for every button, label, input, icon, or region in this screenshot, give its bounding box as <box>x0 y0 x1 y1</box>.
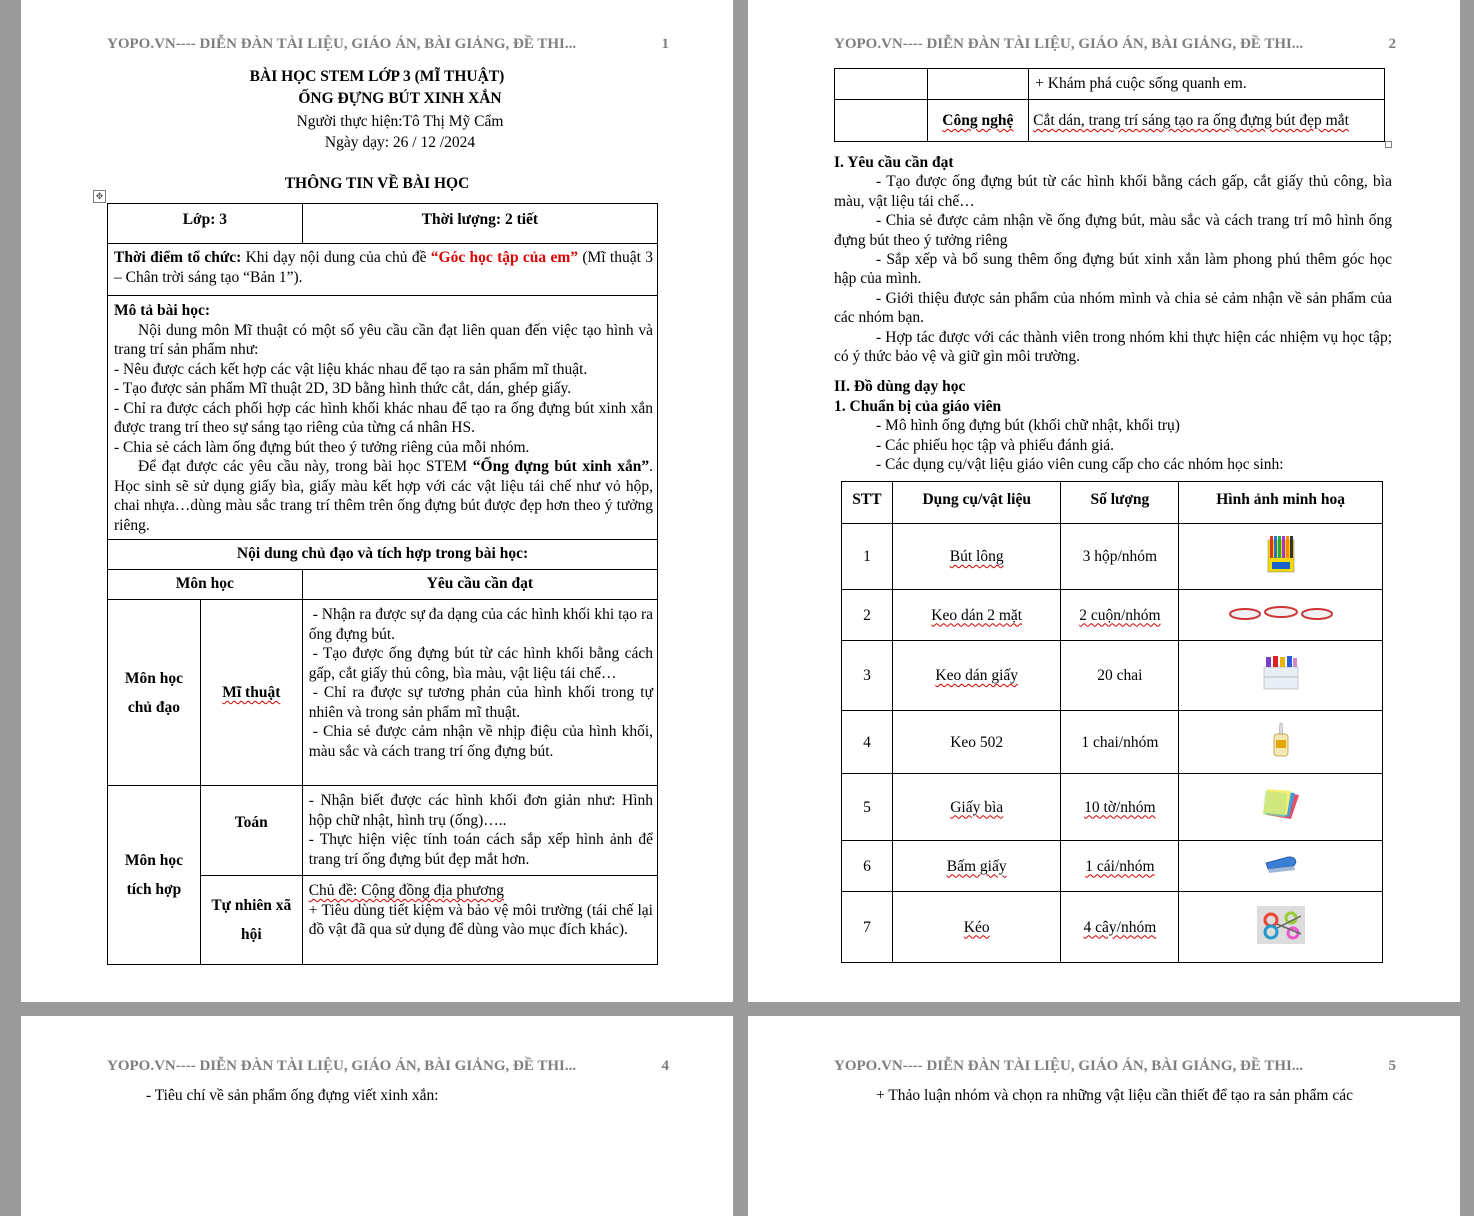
page-header <box>834 1058 1396 1080</box>
glue-bottles-icon <box>1261 653 1301 693</box>
header-title: YOPO.VN---- DIỄN ĐÀN TÀI LIỆU, GIÁO ÁN, BÀI GIẢNG, ĐỀ THI... <box>107 36 577 52</box>
card-paper-icon <box>1261 787 1301 823</box>
header-title: YOPO.VN---- DIỄN ĐÀN TÀI LIỆU, GIÁO ÁN, BÀI GIẢNG, ĐỀ THI... <box>107 1058 577 1074</box>
page-header <box>834 36 1396 58</box>
page-number: 2 <box>1388 36 1396 52</box>
tech-requirement-cell: Cắt dán, trang trí sáng tạo ra ống đựng bút đẹp mắt <box>1029 100 1385 142</box>
col-quantity: Số lượng <box>1061 482 1179 524</box>
class-cell: Lớp: 3 <box>108 204 303 244</box>
author: Người thực hiện:Tô Thị Mỹ Cẩm <box>296 113 504 130</box>
page-number: 5 <box>1388 1058 1396 1074</box>
glue-502-icon <box>1271 722 1291 758</box>
page-2 <box>748 0 1460 1002</box>
page-header <box>107 1058 669 1080</box>
markers-icon <box>1266 534 1296 574</box>
header-title: YOPO.VN---- DIỄN ĐÀN TÀI LIỆU, GIÁO ÁN, BÀI GIẢNG, ĐỀ THI... <box>834 1058 1304 1074</box>
table-move-handle[interactable]: ✥ <box>93 190 106 203</box>
math-requirements-cell: - Nhận biết được các hình khối đơn giản như: Hình hộp chữ nhật, hình trụ (ống)….. - Thực hiện việc tính toán cách sắp xếp hình ảnh để trang trí ống đựng bút đẹp mắt hơn. <box>302 786 657 876</box>
explore-life-cell: + Khám phá cuộc sống quanh em. <box>1029 69 1385 100</box>
materials-table <box>841 481 1383 963</box>
page-header <box>107 36 669 58</box>
integrated-subject-cell: Môn học tích hợp <box>108 786 201 965</box>
integration-title: Nội dung chủ đạo và tích hợp trong bài học: <box>108 540 658 570</box>
lesson-title: BÀI HỌC STEM LỚP 3 (MĨ THUẬT) <box>249 68 505 85</box>
page-number: 4 <box>661 1058 669 1074</box>
math-subject-cell: Toán <box>200 786 302 876</box>
col-requirement: Yêu cầu cần đạt <box>302 570 657 600</box>
col-stt: STT <box>842 482 893 524</box>
table-resize-handle[interactable] <box>1385 141 1392 148</box>
table-row: 3 Keo dán giấy 20 chai <box>842 641 1383 711</box>
page-5 <box>748 1016 1460 1216</box>
scissors-icon <box>1257 906 1305 944</box>
table-row: 6 Bấm giấy 1 cái/nhóm <box>842 841 1383 892</box>
header-title: YOPO.VN---- DIỄN ĐÀN TÀI LIỆU, GIÁO ÁN, BÀI GIẢNG, ĐỀ THI... <box>834 36 1304 52</box>
col-material: Dụng cụ/vật liệu <box>892 482 1061 524</box>
nature-requirements-cell: Chủ đề: Cộng đồng địa phương + Tiêu dùng tiết kiệm và bảo vệ môi trường (tái chế lại đồ vật đã qua sử dụng để dùng vào mục đích khác). <box>302 876 657 965</box>
nature-subject-cell: Tự nhiên xã hội <box>200 876 302 965</box>
page-1 <box>21 0 733 1002</box>
lesson-info-table <box>107 203 658 965</box>
lesson-subtitle: ỐNG ĐỰNG BÚT XINH XẮN <box>298 90 502 107</box>
table-row: 7 Kéo 4 cây/nhóm <box>842 892 1383 963</box>
table-row: 2 Keo dán 2 mặt 2 cuộn/nhóm <box>842 590 1383 641</box>
time-cell: Thời điểm tổ chức: Khi dạy nội dung của chủ đề “Góc học tập của em” (Mĩ thuật 3 – Chân trời sáng tạo “Bản 1”). <box>108 244 658 296</box>
section-title: THÔNG TIN VỀ BÀI HỌC <box>284 175 470 192</box>
tape-icon <box>1229 605 1333 621</box>
description-cell: Mô tả bài học: Nội dung môn Mĩ thuật có một số yêu cầu cần đạt liên quan đến việc tạo hình và trang trí sản phẩm như: - Nêu được cách kết hợp các vật liệu khác nhau để tạo ra sản phẩm mĩ thuật. - Tạo được sản phẩm Mĩ thuật 2D, 3D bằng hình thức cắt, dán, ghép giấy. - Chỉ ra được cách phối hợp các hình khối khác nhau để tạo ra ống đựng bút xinh xắn được trang trí theo sự sáng tạo riêng của từng cá nhân HS. - Chia sẻ cách làm ống đựng bút theo ý tưởng riêng của mỗi nhóm. Để đạt được các yêu cầu này, trong bài học STEM “Ống đựng bút xinh xắn”. Học sinh sẽ sử dụng giấy bìa, giấy màu kết hợp với các vật liệu tái chế như vỏ hộp, chai nhựa…dùng màu sắc trang trí thêm trên ống đựng bút được đẹp hơn theo ý tưởng riêng. <box>108 296 658 540</box>
duration-cell: Thời lượng: 2 tiết <box>302 204 657 244</box>
art-subject-cell: Mĩ thuật <box>200 600 302 786</box>
requirements-section: I. Yêu cầu cần đạt - Tạo được ống đựng bút từ các hình khối bằng cách gấp, cắt giấy thủ công, bìa màu, vật liệu tái chế… - Chia sẻ được cảm nhận về ống đựng bút, màu sắc và cách trang trí mô hình ống đựng bút theo ý tưởng riêng - Sắp xếp và bổ sung thêm ống đựng bút xinh xắn làm phong phú thêm góc học hập của mình. - Giới thiệu được sản phẩm của nhóm mình và chia sẻ cảm nhận về sản phẩm của các nhóm bạn. - Hợp tác được với các thành viên trong nhóm khi thực hiện các nhiệm vụ học tập; có ý thức bảo vệ và giữ gìn môi trường. II. Đồ dùng dạy học 1. Chuẩn bị của giáo viên - Mô hình ống đựng bút (khối chữ nhật, khối trụ) - Các phiếu học tập và phiếu đánh giá. - Các dụng cụ/vật liệu giáo viên cung cấp cho các nhóm học sinh: <box>834 154 1392 474</box>
art-requirements-cell: - Nhận ra được sự đa dạng của các hình khối khi tạo ra ống đựng bút. - Tạo được ống đựng bút từ các hình khối bằng cách gấp, cắt giấy thủ công, bìa màu, vật liệu tái chế… - Chỉ ra được sự tương phản của hình khối trong tự nhiên và trong sản phẩm mĩ thuật. - Chia sẻ được cảm nhận về nhịp điệu của hình khối, màu sắc và cách trang trí ống đựng bút. <box>302 600 657 786</box>
col-subject: Môn học <box>108 570 303 600</box>
col-image: Hình ảnh minh hoạ <box>1179 482 1383 524</box>
stapler-icon <box>1264 853 1298 875</box>
page-number: 1 <box>661 36 669 52</box>
page-4 <box>21 1016 733 1216</box>
teach-date: Ngày dạy: 26 / 12 /2024 <box>324 134 476 151</box>
table-row: 1 Bút lông 3 hộp/nhóm <box>842 524 1383 590</box>
table-row: 5 Giấy bìa 10 tờ/nhóm <box>842 774 1383 841</box>
discussion-line: + Thảo luận nhóm và chọn ra những vật liệu cần thiết để tạo ra sản phẩm các <box>876 1087 1353 1104</box>
subjects-table-continued <box>834 68 1385 142</box>
table-row: 4 Keo 502 1 chai/nhóm <box>842 711 1383 774</box>
criteria-line: - Tiêu chí về sản phẩm ống đựng viết xinh xắn: <box>146 1087 439 1104</box>
tech-subject-cell: Công nghệ <box>927 100 1029 142</box>
main-subject-cell: Môn học chủ đạo <box>108 600 201 786</box>
